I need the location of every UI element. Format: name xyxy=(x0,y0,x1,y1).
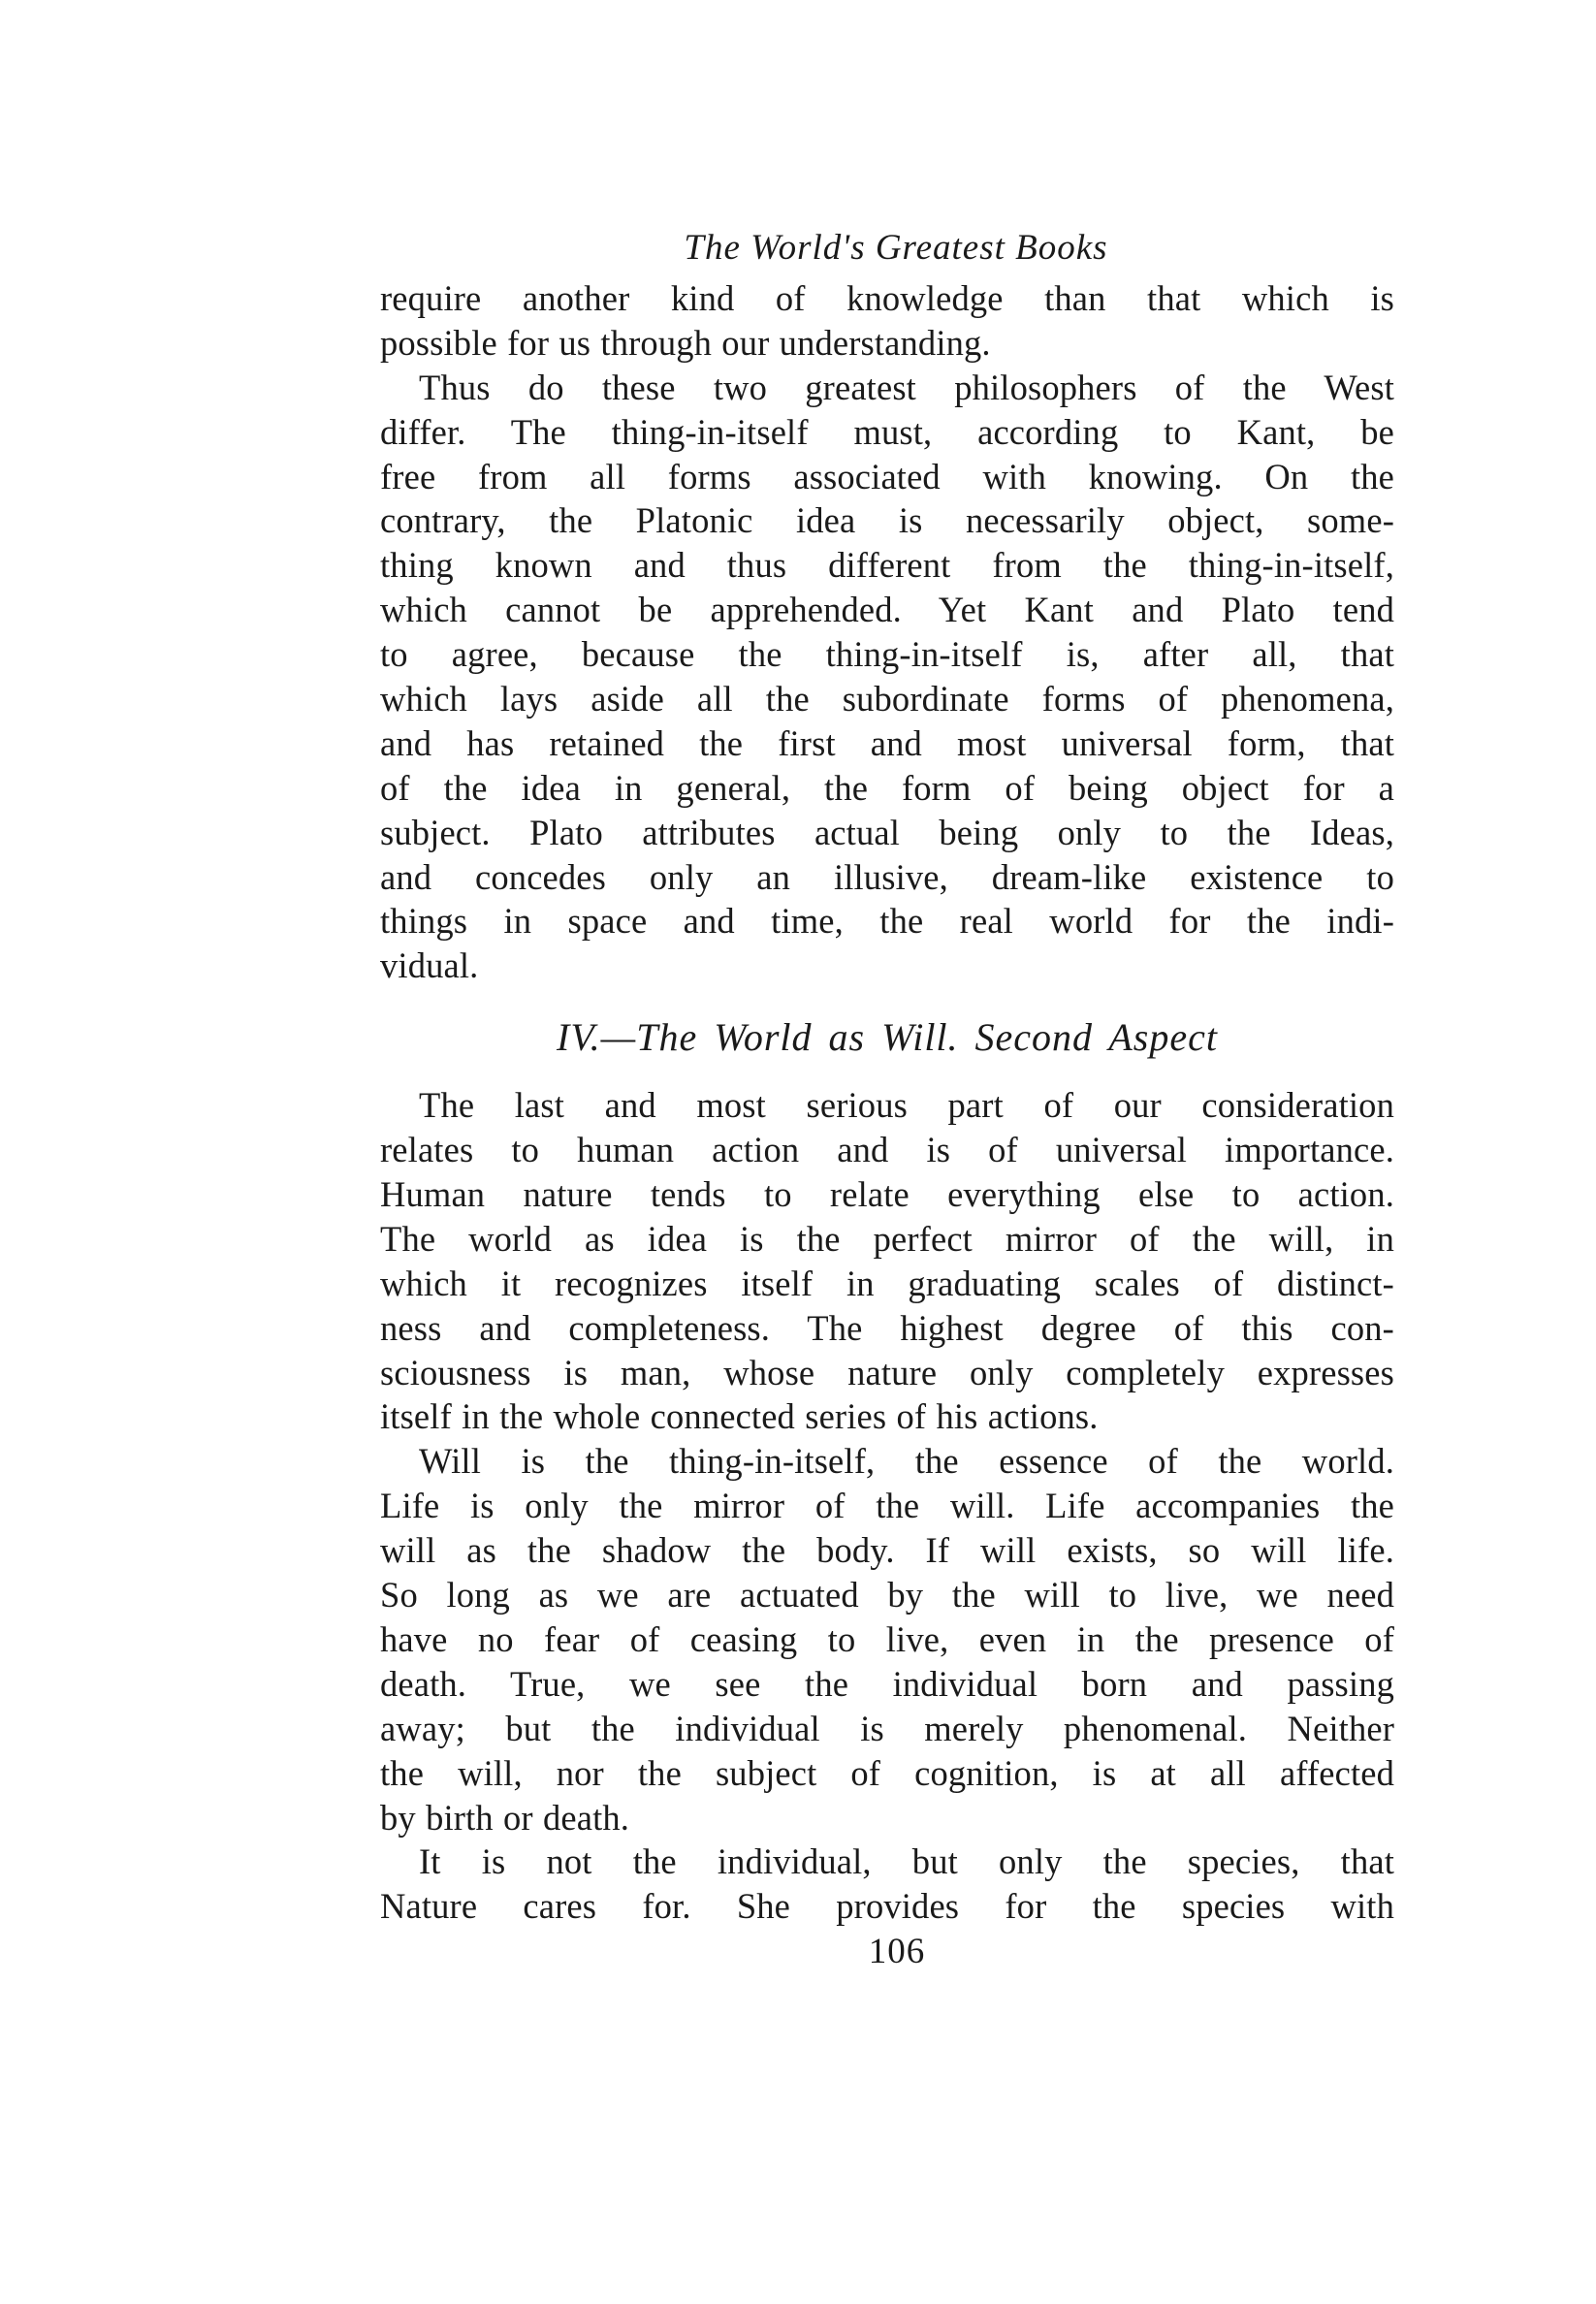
text-line: the will, nor the subject of cognition, is at all affected xyxy=(380,1752,1394,1793)
text-line: and concedes only an illusive, dream-like existence to xyxy=(380,856,1394,897)
paragraph-2 xyxy=(380,366,1394,988)
text-line: So long as we are actuated by the will to live, we need xyxy=(380,1575,1394,1616)
text-line: free from all forms associated with knowing. On the xyxy=(380,456,1394,496)
text-line: sciousness is man, whose nature only completely expresses xyxy=(380,1352,1394,1392)
text-line: of the idea in general, the form of being object for a xyxy=(380,767,1394,808)
running-head: The World's Greatest Books xyxy=(684,228,1108,268)
text-line: to agree, because the thing-in-itself is, after all, that xyxy=(380,634,1394,675)
text-line: things in space and time, the real world for the indi- xyxy=(380,901,1394,942)
text-line: contrary, the Platonic idea is necessarily object, some- xyxy=(380,500,1394,541)
page-number: 106 xyxy=(868,1932,926,1972)
text-line: thing known and thus different from the thing-in-itself, xyxy=(380,545,1394,586)
text-line: vidual. xyxy=(380,945,479,986)
text-line: death. True, we see the individual born and passing xyxy=(380,1663,1394,1704)
text-line: Will is the thing-in-itself, the essence of the world. xyxy=(419,1441,1394,1482)
text-line: possible for us through our understanding. xyxy=(380,322,991,363)
text-line: subject. Plato attributes actual being only to the Ideas, xyxy=(380,812,1394,852)
book-page xyxy=(380,225,1394,1973)
text-line: by birth or death. xyxy=(380,1797,630,1838)
paragraph-1 xyxy=(380,276,1394,366)
text-line: The world as idea is the perfect mirror of the will, in xyxy=(380,1218,1394,1259)
paragraph-4 xyxy=(380,1439,1394,1840)
text-line: The last and most serious part of our consideration xyxy=(419,1085,1394,1126)
text-line: which cannot be apprehended. Yet Kant and Plato tend xyxy=(380,590,1394,630)
section-heading: IV.—The World as Will. Second Aspect xyxy=(557,1015,1218,1060)
text-line: require another kind of knowledge than that which is xyxy=(380,278,1394,318)
text-line: ness and completeness. The highest degree of this con- xyxy=(380,1307,1394,1348)
text-line: have no fear of ceasing to live, even in the presence of xyxy=(380,1618,1394,1659)
paragraph-5 xyxy=(380,1840,1394,1929)
text-line: Nature cares for. She provides for the species with xyxy=(380,1886,1394,1927)
text-line: which it recognizes itself in graduating scales of distinct- xyxy=(380,1263,1394,1303)
text-line: It is not the individual, but only the species, that xyxy=(419,1841,1394,1882)
text-line: which lays aside all the subordinate forms of phenomena, xyxy=(380,679,1394,720)
text-line: Human nature tends to relate everything else to action. xyxy=(380,1174,1394,1215)
text-line: Life is only the mirror of the will. Life accompanies the xyxy=(380,1486,1394,1526)
text-line: Thus do these two greatest philosophers of the West xyxy=(419,367,1394,407)
text-line: differ. The thing-in-itself must, according to Kant, be xyxy=(380,411,1394,452)
text-line: relates to human action and is of universal importance. xyxy=(380,1130,1394,1170)
text-line: away; but the individual is merely phenomenal. Neither xyxy=(380,1708,1394,1748)
text-line: itself in the whole connected series of his actions. xyxy=(380,1396,1099,1437)
text-line: and has retained the first and most universal form, that xyxy=(380,722,1394,763)
paragraph-3 xyxy=(380,1083,1394,1439)
text-line: will as the shadow the body. If will exists, so will life. xyxy=(380,1530,1394,1571)
